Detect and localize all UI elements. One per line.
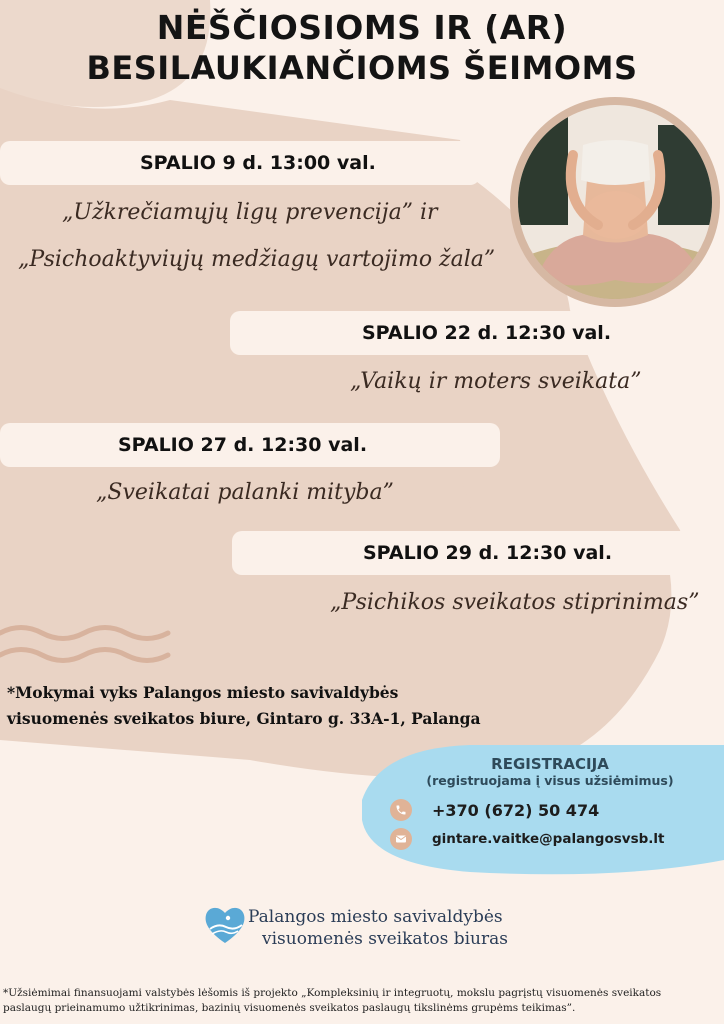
session-1-date: SPALIO 9 d. 13:00 val.: [140, 152, 376, 174]
session-2-date: SPALIO 22 d. 12:30 val.: [362, 322, 612, 344]
organization-name-line-1: Palangos miesto savivaldybės: [248, 907, 503, 927]
session-3-date: SPALIO 27 d. 12:30 val.: [118, 434, 368, 456]
photo-illustration: [518, 105, 712, 299]
email-row: [390, 828, 664, 850]
registration-title: REGISTRACIJA: [491, 755, 609, 773]
organization-name-line-2: visuomenės sveikatos biuras: [262, 929, 508, 949]
registration-subtitle: (registruojama į visus užsiėmimus): [426, 773, 674, 788]
page-title-line-1: NĖŠČIOSIOMS IR (AR): [156, 8, 568, 47]
email-address[interactable]: gintare.vaitke@palangosvsb.lt: [432, 831, 665, 847]
session-4-topic: „Psichikos sveikatos stiprinimas”: [330, 590, 700, 615]
pregnant-woman-photo: [510, 97, 720, 307]
session-4-date: SPALIO 29 d. 12:30 val.: [363, 542, 613, 564]
session-1-topic-line-1: „Užkrečiamųjų ligų prevencija” ir: [62, 200, 438, 225]
heart-logo-icon: [204, 905, 246, 949]
phone-number[interactable]: +370 (672) 50 474: [432, 800, 600, 820]
funding-footnote-line-2: paslaugų prieinamumo užtikrinimas, bazinių visuomenės sveikatos paslaugų tikslinėms grupėms teikimas”.: [3, 1002, 576, 1014]
email-icon: [390, 828, 412, 850]
session-3-topic: „Sveikatai palanki mityba”: [96, 480, 394, 505]
phone-icon: [390, 799, 412, 821]
location-note-line-2: visuomenės sveikatos biure, Gintaro g. 33A-1, Palanga: [7, 709, 481, 728]
page-title-line-2: BESILAUKIANČIOMS ŠEIMOMS: [86, 49, 638, 87]
location-note-line-1: *Mokymai vyks Palangos miesto savivaldybės: [7, 683, 399, 702]
session-2-topic: „Vaikų ir moters sveikata”: [350, 369, 642, 394]
phone-row: [390, 799, 599, 821]
funding-footnote-line-1: *Užsiėmimai finansuojami valstybės lėšomis iš projekto „Kompleksinių ir integruotų, mokslu pagrįstų visuomenės sveikatos: [3, 987, 662, 999]
session-1-topic-line-2: „Psichoaktyviųjų medžiagų vartojimo žala”: [18, 247, 496, 272]
